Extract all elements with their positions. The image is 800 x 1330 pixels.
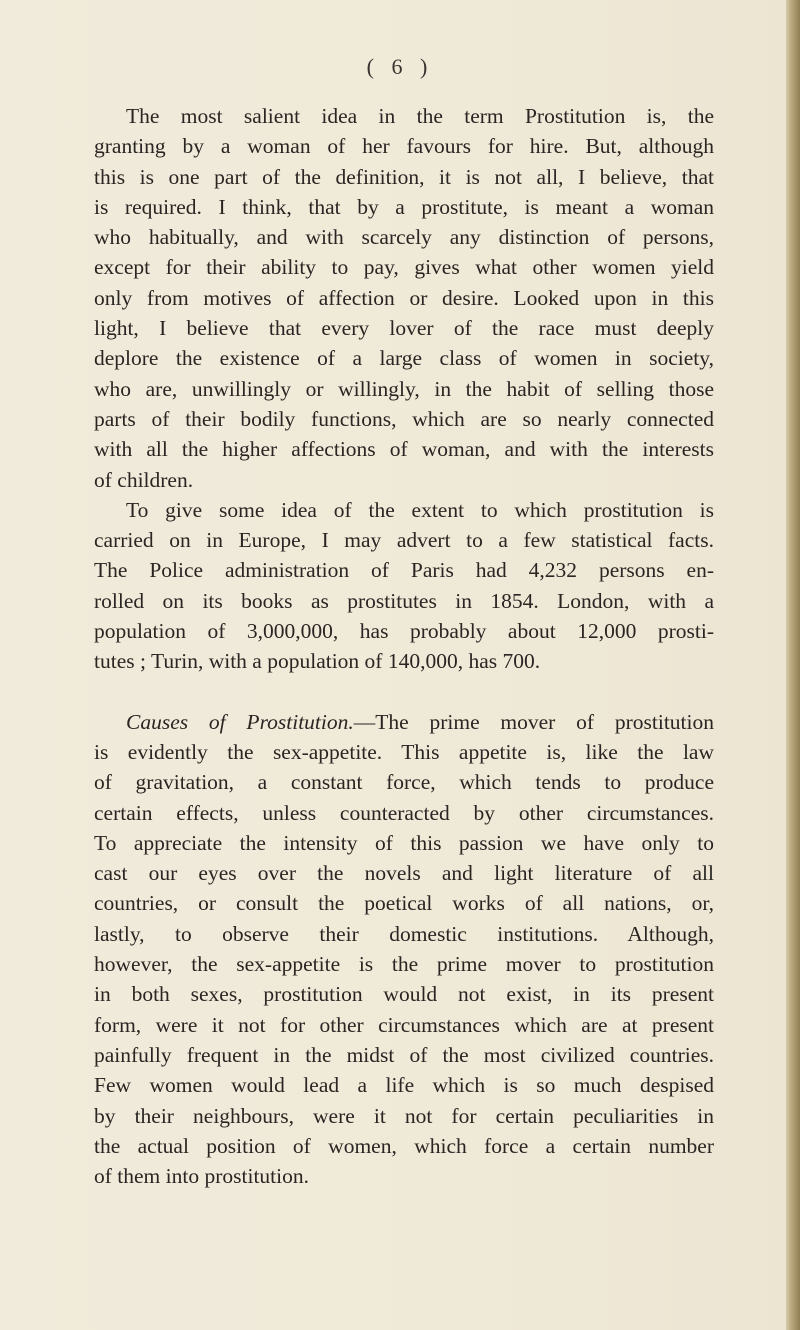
text-line: parts of their bodily functions, which are so nearly connected [94, 406, 714, 431]
page-binding-edge [786, 0, 800, 1330]
text-line: of gravitation, a constant force, which tends to produce [94, 770, 714, 795]
text-line: who habitually, and with scarcely any distinction of persons, [94, 225, 714, 250]
text-fragment: —The prime mover of prostitution [353, 709, 714, 734]
text-line: granting by a woman of her favours for hire. But, although [94, 134, 714, 159]
text-line: The Police administration of Paris had 4,232 persons en- [94, 558, 714, 583]
text-line: population of 3,000,000, has probably about 12,000 prosti- [94, 619, 714, 644]
text-line: this is one part of the definition, it is not all, I believe, that [94, 164, 714, 189]
page-number: ( 6 ) [366, 54, 434, 79]
section-heading: Causes of Prostitution. [126, 709, 354, 734]
text-line: light, I believe that every lover of the race must deeply [94, 316, 714, 341]
text-line: by their neighbours, were it not for certain peculiarities in [94, 1103, 714, 1128]
text-line: however, the sex-appetite is the prime mover to prostitution [94, 952, 714, 977]
text-line: countries, or consult the poetical works of all nations, or, [94, 891, 714, 916]
body-text [94, 101, 714, 1191]
text-line: is required. I think, that by a prostitute, is meant a woman [94, 194, 714, 219]
text-line: form, were it not for other circumstances which are at present [94, 1012, 714, 1037]
paragraph-definition [94, 101, 714, 495]
text-line: cast our eyes over the novels and light literature of all [94, 861, 714, 886]
text-line: certain effects, unless counteracted by other circumstances. [94, 800, 714, 825]
text-line: deplore the existence of a large class of women in society, [94, 346, 714, 371]
text-line: with all the higher affections of woman, and with the interests [94, 437, 714, 462]
text-line: is evidently the sex-appetite. This appetite is, like the law [94, 739, 714, 764]
text-line: To give some idea of the extent to which prostitution is [126, 497, 714, 522]
text-line: only from motives of affection or desire. Looked upon in this [94, 285, 714, 310]
text-line: the actual position of women, which force a certain number [94, 1133, 714, 1158]
text-line: Few women would lead a life which is so much despised [94, 1073, 714, 1098]
text-line: who are, unwillingly or willingly, in the habit of selling those [94, 376, 714, 401]
text-line: painfully frequent in the midst of the most civilized countries. [94, 1042, 714, 1067]
text-line: rolled on its books as prostitutes in 1854. London, with a [94, 588, 714, 613]
text-line: lastly, to observe their domestic institutions. Although, [94, 921, 714, 946]
paragraph-causes [94, 707, 714, 1192]
text-line: carried on in Europe, I may advert to a few statistical facts. [94, 528, 714, 553]
text-line: in both sexes, prostitution would not exist, in its present [94, 982, 714, 1007]
paragraph-statistics [94, 495, 714, 677]
text-line: The most salient idea in the term Prostitution is, the [126, 104, 714, 128]
text-line: of children. [94, 467, 194, 492]
text-line: except for their ability to pay, gives what other women yield [94, 255, 714, 280]
text-line: To appreciate the intensity of this passion we have only to [94, 830, 714, 855]
text-line: of them into prostitution. [94, 1164, 309, 1189]
text-line [94, 707, 714, 737]
text-line: tutes ; Turin, with a population of 140,000, has 700. [94, 649, 541, 674]
